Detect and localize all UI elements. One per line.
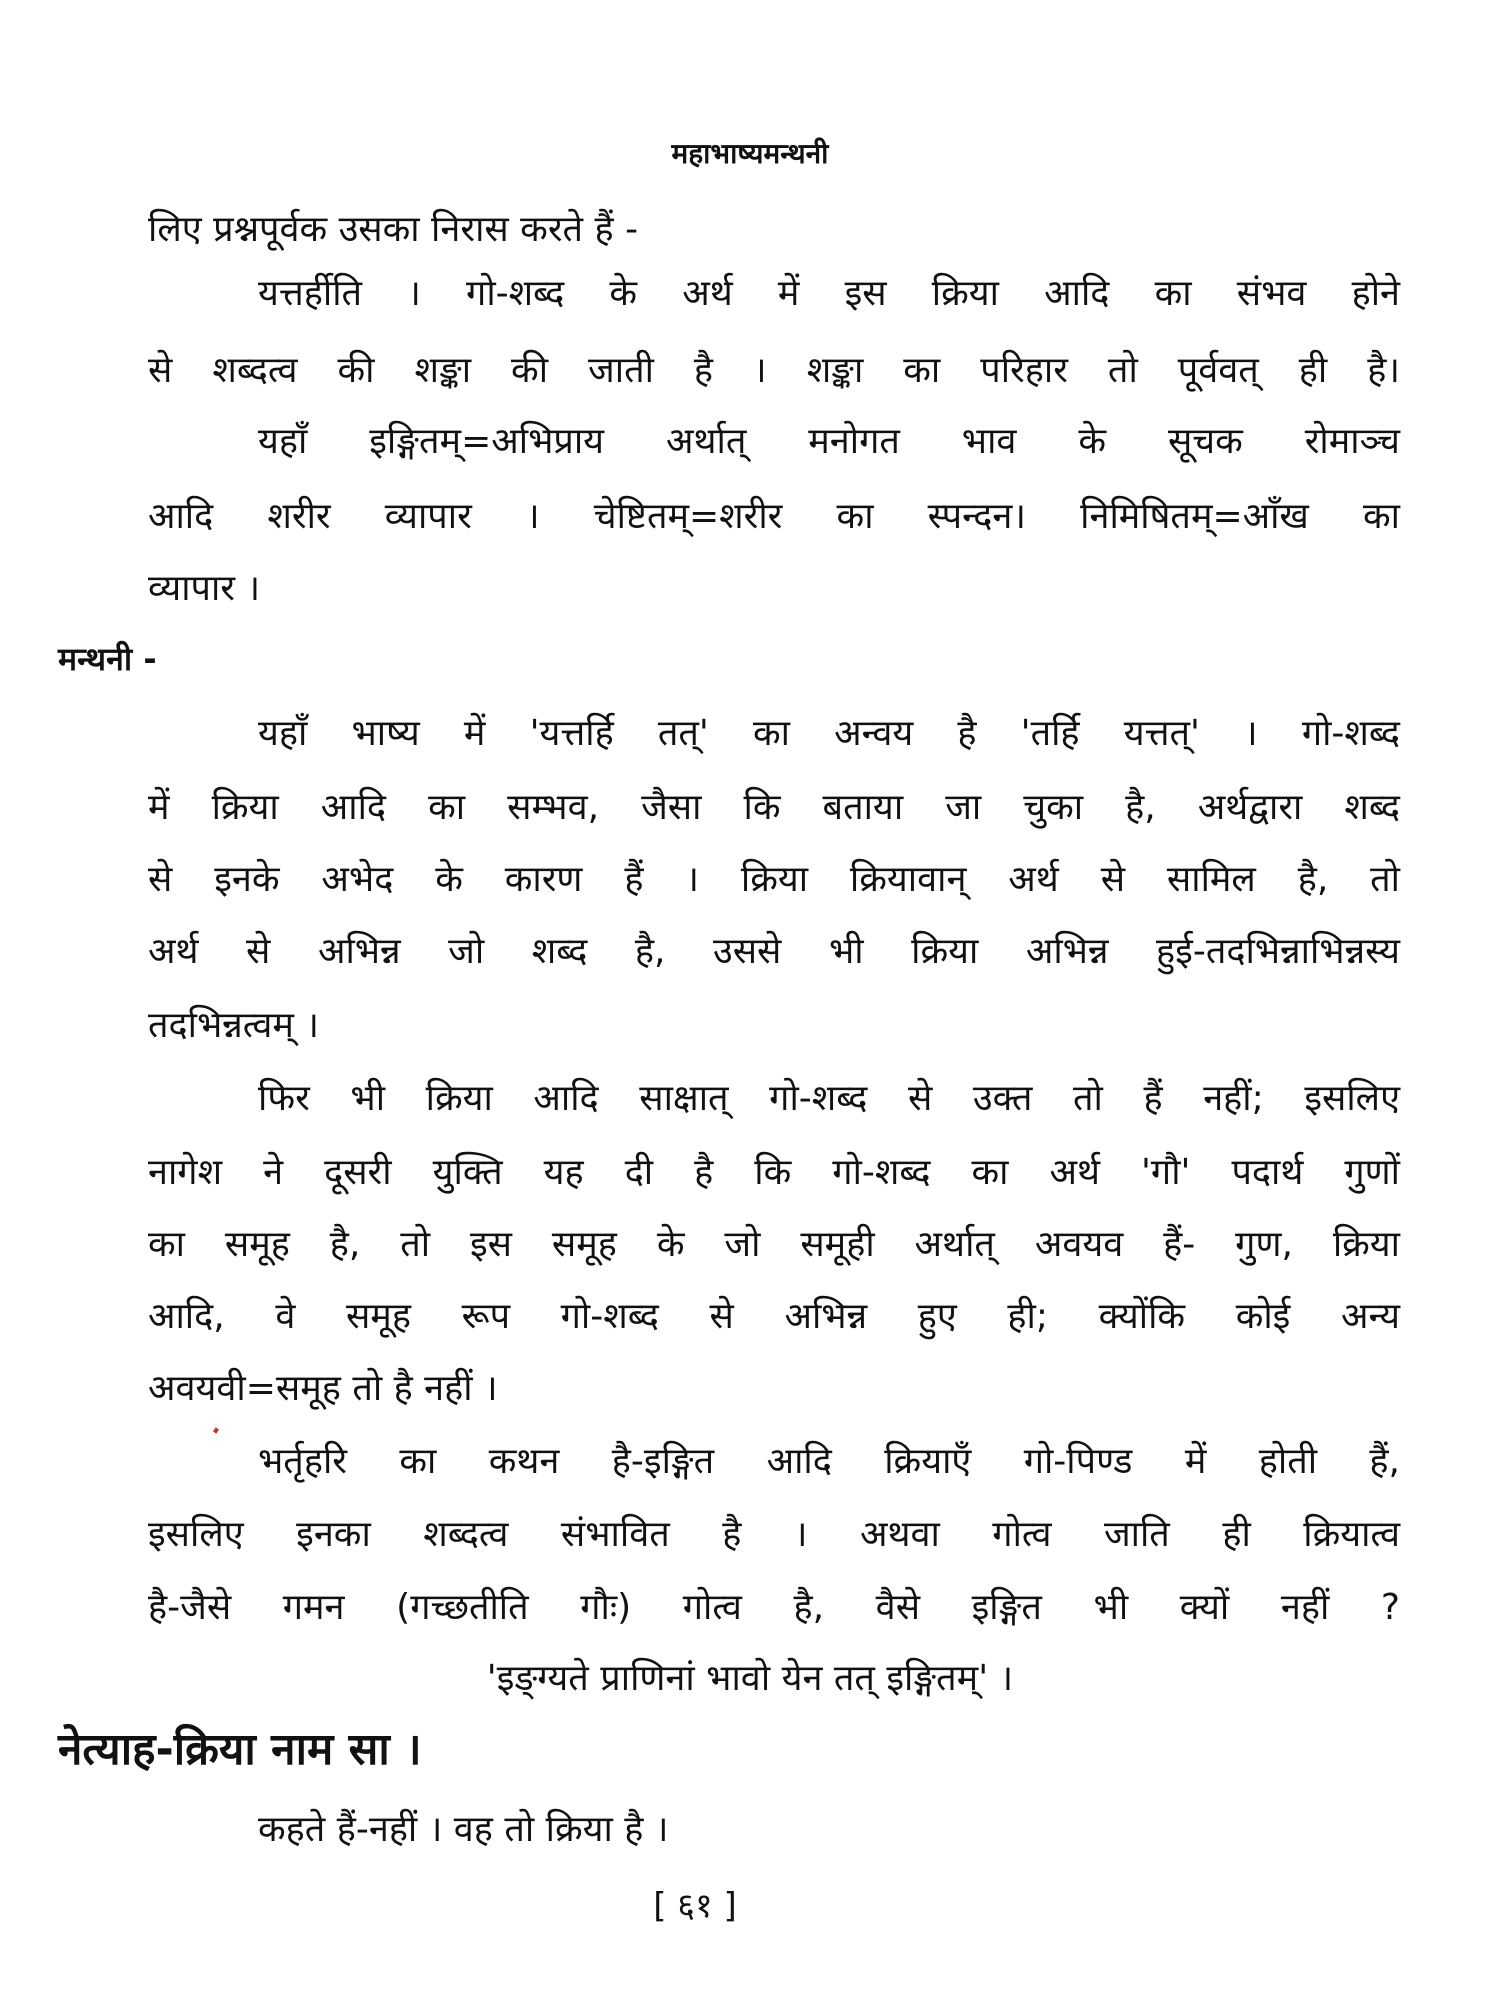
paragraph-line: अवयवी=समूह तो है नहीं । [148, 1368, 498, 1409]
paragraph-line: का समूह है, तो इस समूह के जो समूही अर्थात् अवयव हैं- गुण, क्रिया [148, 1224, 1400, 1265]
paragraph-line: आदि, वे समूह रूप गो-शब्द से अभिन्न हुए ही; क्योंकि कोई अन्य [148, 1296, 1400, 1337]
paragraph-line: यत्तर्हीति । गो-शब्द के अर्थ में इस क्रिया आदि का संभव होने [258, 273, 1400, 314]
paragraph-line: है-जैसे गमन (गच्छतीति गौः) गोत्व है, वैसे इङ्गित भी क्यों नहीं ? [148, 1587, 1400, 1628]
paragraph-line: यहाँ इङ्गितम्=अभिप्राय अर्थात् मनोगत भाव के सूचक रोमाञ्च [258, 421, 1400, 462]
bhashya-heading: नेत्याह-क्रिया नाम सा । [58, 1724, 422, 1775]
paragraph-line: भर्तृहरि का कथन है-इङ्गित आदि क्रियाएँ गो-पिण्ड में होती हैं, [258, 1441, 1400, 1482]
paragraph-line: से इनके अभेद के कारण हैं । क्रिया क्रियावान् अर्थ से सामिल है, तो [148, 859, 1400, 900]
paragraph-line: में क्रिया आदि का सम्भव, जैसा कि बताया जा चुका है, अर्थद्वारा शब्द [148, 787, 1400, 828]
paragraph-line: तदभिन्नत्वम् । [148, 1005, 319, 1046]
paragraph-line: नागेश ने दूसरी युक्ति यह दी है कि गो-शब्द का अर्थ 'गौ' पदार्थ गुणों [148, 1152, 1400, 1193]
page-number: [ ६१ ] [653, 1886, 737, 1926]
paragraph-line: से शब्दत्व की शङ्का की जाती है । शङ्का का परिहार तो पूर्ववत् ही है। [148, 350, 1400, 391]
paragraph-line: इसलिए इनका शब्दत्व संभावित है । अथवा गोत्व जाति ही क्रियात्व [148, 1514, 1400, 1555]
paragraph-line: यहाँ भाष्य में 'यत्तर्हि तत्' का अन्वय है 'तर्हि यत्तत्' । गो-शब्द [258, 713, 1400, 754]
paragraph-line: आदि शरीर व्यापार । चेष्टितम्=शरीर का स्पन्दन। निमिषितम्=आँख का [148, 496, 1400, 537]
paragraph-line: व्यापार । [148, 568, 261, 609]
section-heading: मन्थनी - [58, 640, 157, 678]
sanskrit-quote: 'इङ्ग्यते प्राणिनां भावो येन तत् इङ्गितम्' । [486, 1658, 1014, 1699]
red-ink-mark [213, 1427, 219, 1433]
closing-line: कहते हैं-नहीं । वह तो क्रिया है । [258, 1809, 669, 1850]
paragraph-line: अर्थ से अभिन्न जो शब्द है, उससे भी क्रिया अभिन्न हुई-तदभिन्नाभिन्नस्य [148, 931, 1400, 972]
paragraph-line: फिर भी क्रिया आदि साक्षात् गो-शब्द से उक्त तो हैं नहीं; इसलिए [258, 1078, 1400, 1119]
paragraph-line: लिए प्रश्नपूर्वक उसका निरास करते हैं - [148, 209, 639, 250]
running-header-title: महाभाष्यमन्थनी [671, 137, 829, 170]
